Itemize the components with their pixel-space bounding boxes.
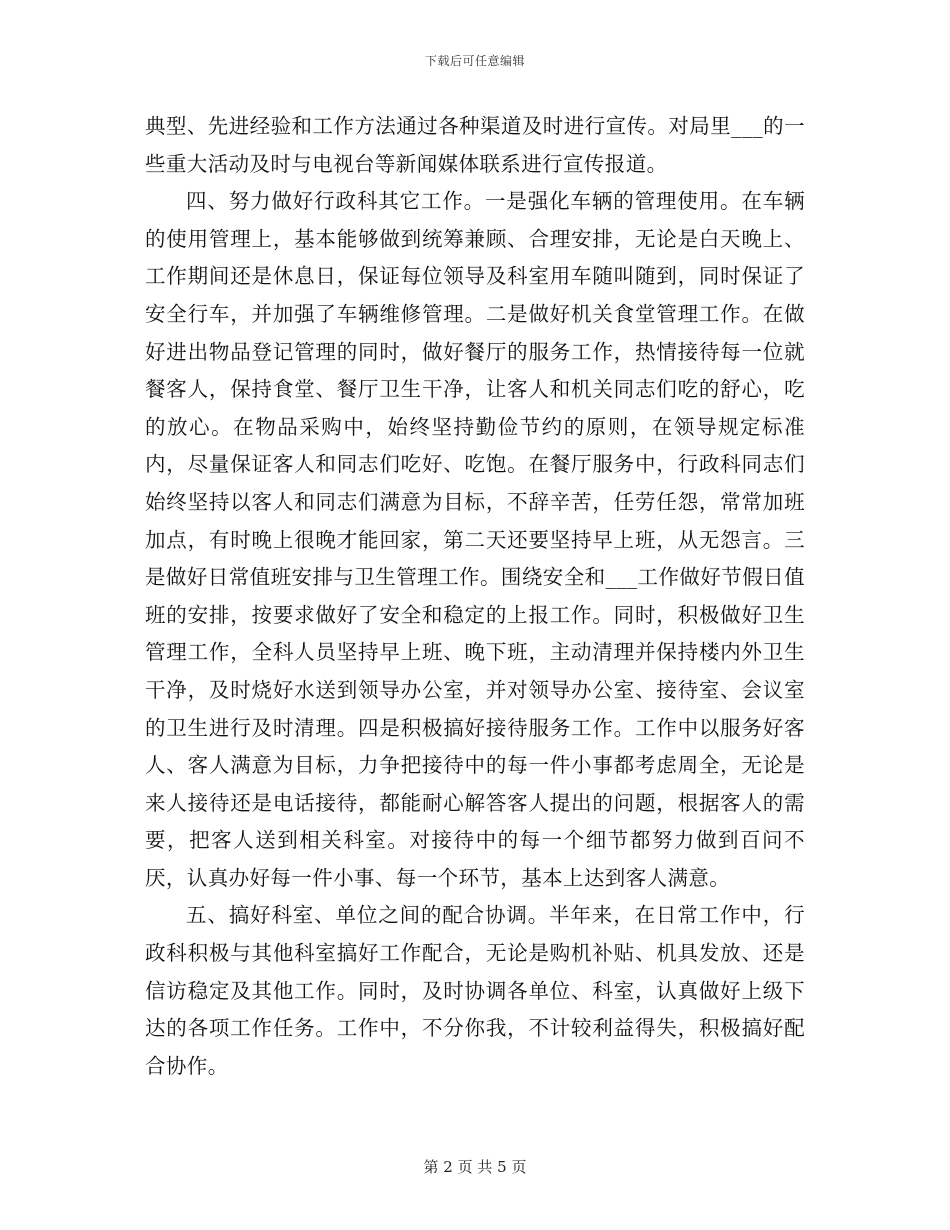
- document-body: [145, 108, 805, 1085]
- page-footer: 第 2 页 共 5 页: [423, 1158, 527, 1176]
- paragraph-section-five: 五、搞好科室、单位之间的配合协调。半年来，在日常工作中，行政科积极与其他科室搞好工作配合，无论是购机补贴、机具发放、还是信访稳定及其他工作。同时，及时协调各单位、科室，认真做好上级下达的各项工作任务。工作中，不分你我，不计较利益得失，积极搞好配合协作。: [145, 903, 805, 1078]
- paragraph-section-four: 四、努力做好行政科其它工作。一是强化车辆的管理使用。在车辆的使用管理上，基本能够做到统筹兼顾、合理安排，无论是白天晚上、工作期间还是休息日，保证每位领导及科室用车随叫随到，同时保证了安全行车，并加强了车辆维修管理。二是做好机关食堂管理工作。在做好进出物品登记管理的同时，做好餐厅的服务工作，热情接待每一位就餐客人，保持食堂、餐厅卫生干净，让客人和机关同志们吃的舒心，吃的放心。在物品采购中，始终坚持勤俭节约的原则，在领导规定标准内，尽量保证客人和同志们吃好、吃饱。在餐厅服务中，行政科同志们始终坚持以客人和同志们满意为目标，不辞辛苦，任劳任怨，常常加班加点，有时晚上很晚才能回家，第二天还要坚持早上班，从无怨言。三是做好日常值班安排与卫生管理工作。围绕安全和___工作做好节假日值班的安排，按要求做好了安全和稳定的上报工作。同时，积极做好卫生管理工作，全科人员坚持早上班、晚下班，主动清理并保持楼内外卫生干净，及时烧好水送到领导办公室，并对领导办公室、接待室、会议室的卫生进行及时清理。四是积极搞好接待服务工作。工作中以服务好客人、客人满意为目标，力争把接待中的每一件小事都考虑周全，无论是来人接待还是电话接待，都能耐心解答客人提出的问题，根据客人的需要，把客人送到相关科室。对接待中的每一个细节都努力做到百问不厌，认真办好每一件小事、每一个环节，基本上达到客人满意。: [145, 189, 805, 890]
- paragraph-continued: 典型、先进经验和工作方法通过各种渠道及时进行宣传。对局里___的一些重大活动及时与电视台等新闻媒体联系进行宣传报道。: [145, 114, 805, 176]
- page-header: 下载后可任意编辑: [424, 54, 525, 68]
